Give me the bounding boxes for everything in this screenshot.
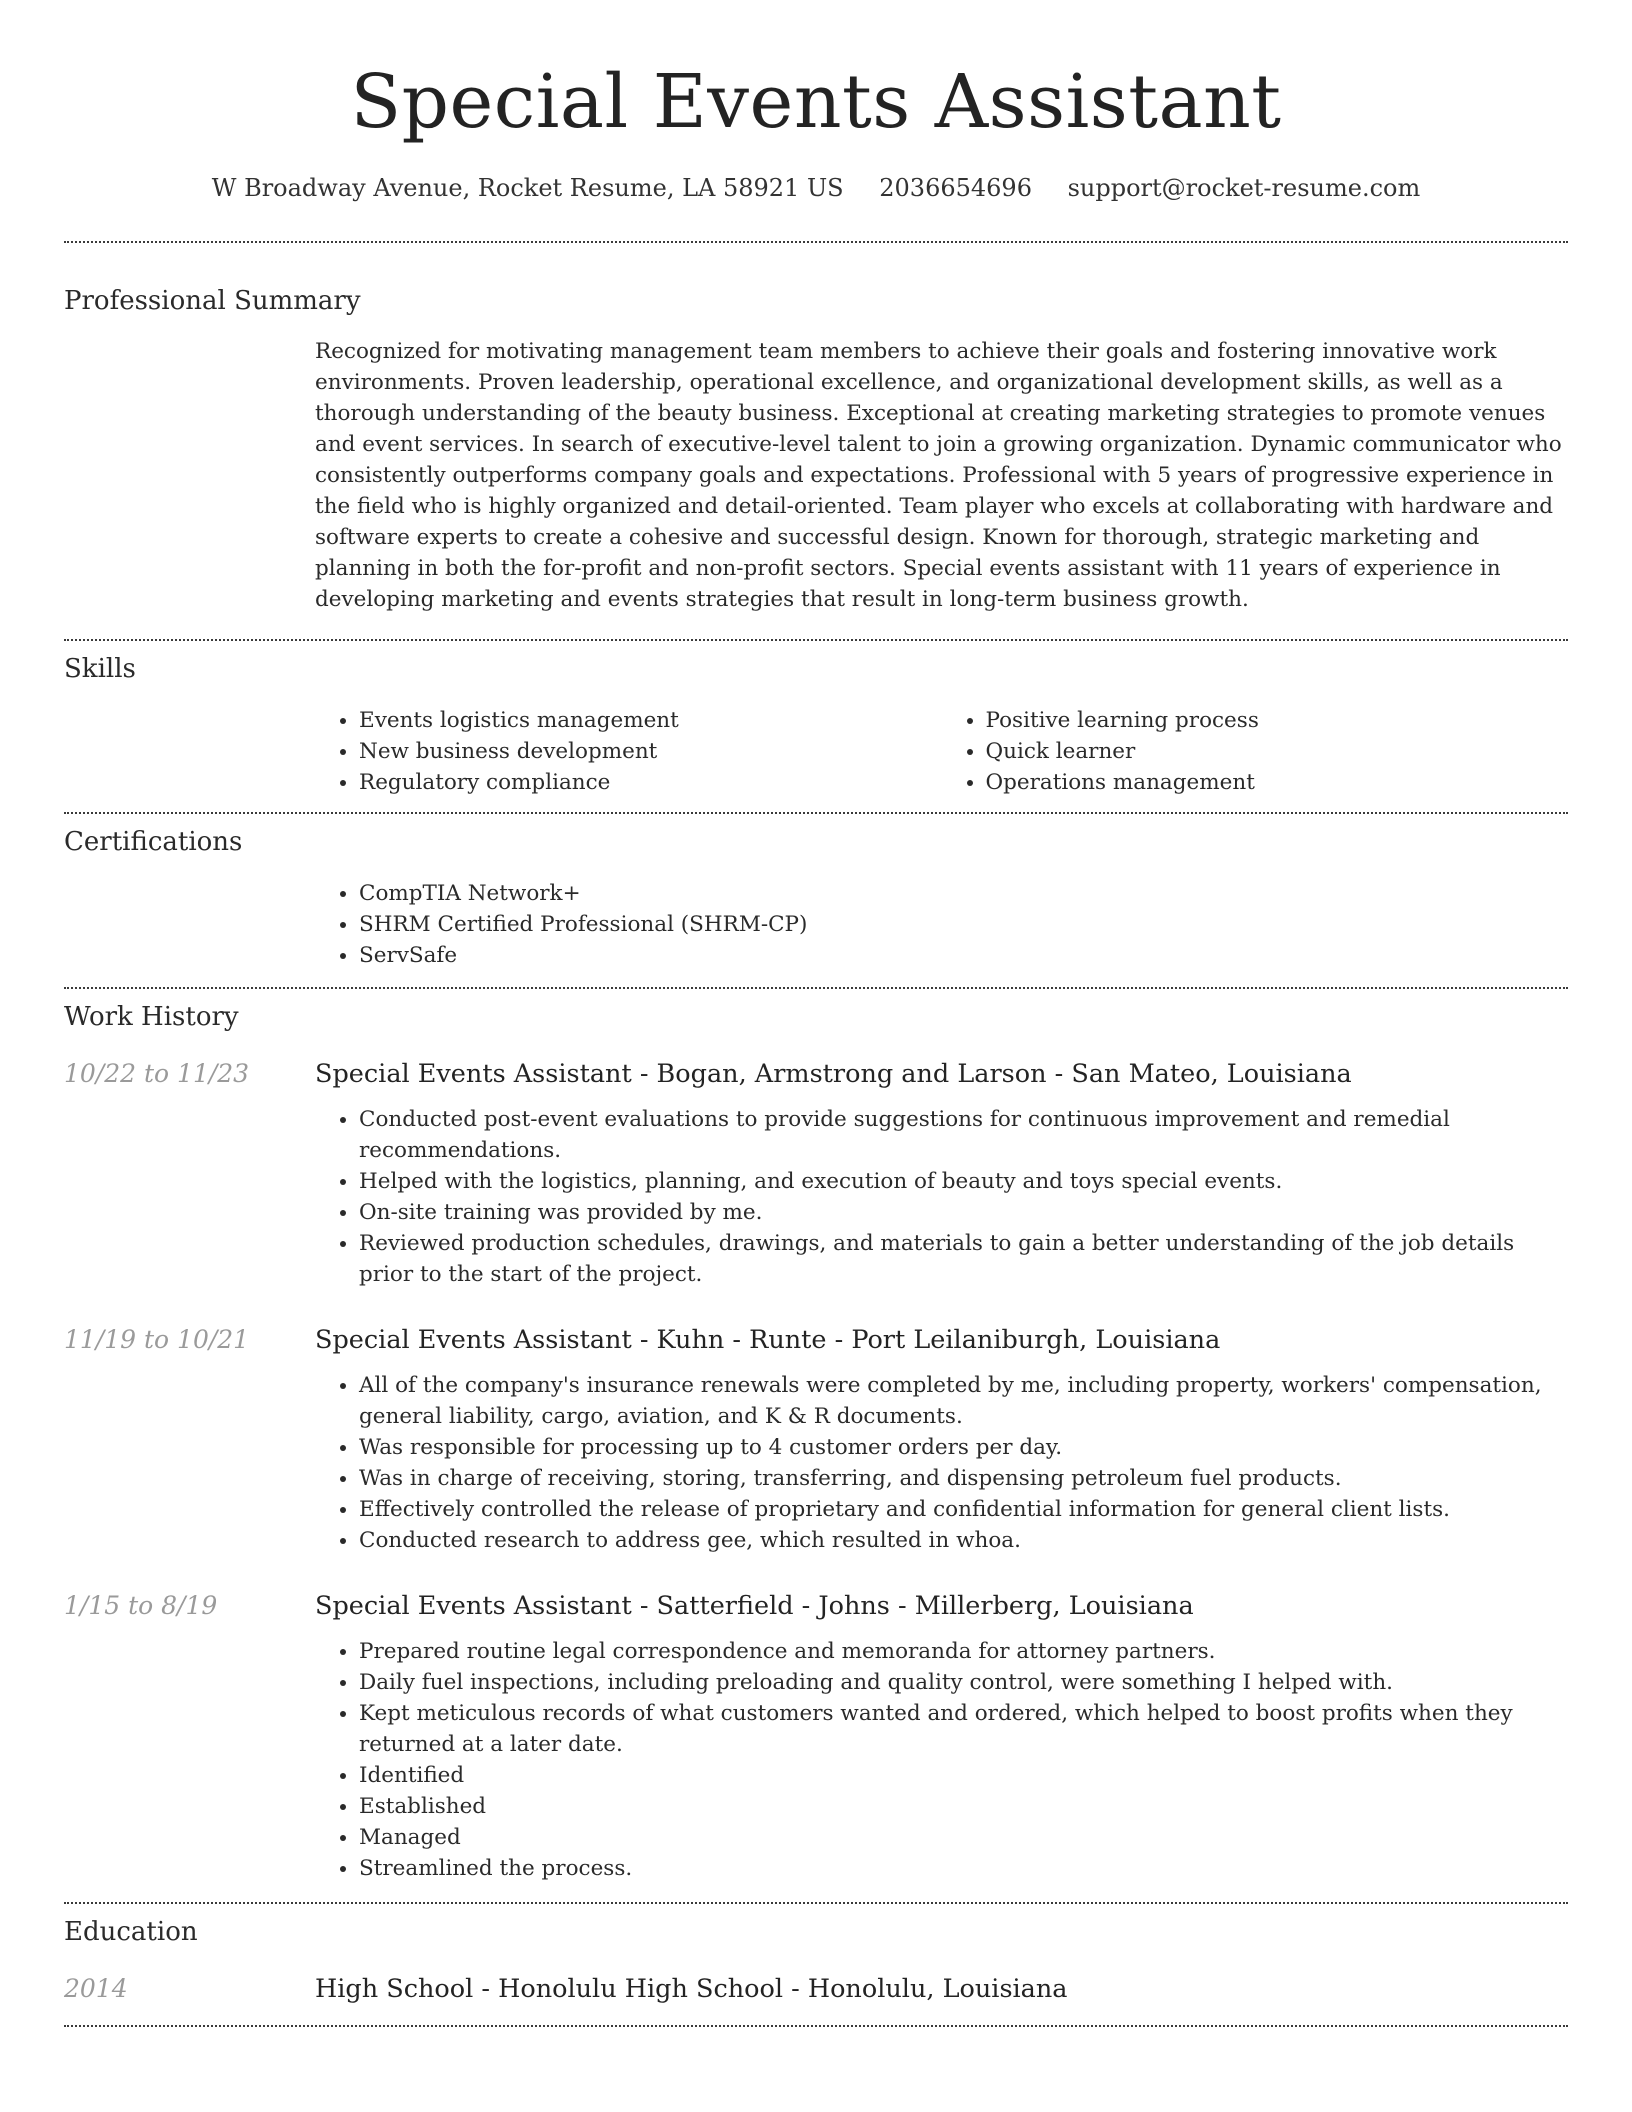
job-bullet: • Prepared routine legal correspondence and memoranda for attorney partners. [359,1636,1568,1667]
divider [64,1902,1568,1904]
divider [64,2025,1568,2027]
job-bullet: • Established [359,1791,1568,1822]
certification-item: • CompTIA Network+ [359,878,1568,909]
certification-item: • ServSafe [359,940,1568,971]
job-bullet: • Conducted research to address gee, which resulted in whoa. [359,1525,1568,1556]
divider [64,987,1568,989]
section-title-education: Education [64,1917,198,1947]
divider [64,241,1568,243]
section-title-certifications: Certifications [64,827,243,857]
summary-text: Recognized for motivating management team members to achieve their goals and fostering innovative work environments. Proven leadership, operational excellence, and organizational development skills, as well as a thorough understanding of the beauty business. Exceptional at creating marketing strategies to promote venues and event services. In search of executive-level talent to join a growing organization. Dynamic communicator who consistently outperforms company goals and expectations. Professional with 5 years of progressive experience in the field who is highly organized and detail-oriented. Team player who excels at collaborating with hardware and software experts to create a cohesive and successful design. Known for thorough, strategic marketing and planning in both the for-profit and non-profit sectors. Special events assistant with 11 years of experience in developing marketing and events strategies that result in long-term business growth. [315,339,1562,612]
job-bullet: • Effectively controlled the release of proprietary and confidential information for general client lists. [359,1494,1568,1525]
skills-grid [315,705,1568,798]
candidate-name: Special Events Assistant [350,59,1282,145]
job-bullet: • Reviewed production schedules, drawings, and materials to gain a better understanding of the job details prior to the start of the project. [359,1228,1568,1290]
job-bullet: • Identified [359,1760,1568,1791]
job-bullet: • Was responsible for processing up to 4 customer orders per day. [359,1432,1568,1463]
job-bullet: • Conducted post-event evaluations to provide suggestions for continuous improvement and remedial recommendations. [359,1104,1568,1166]
skills-list-right [942,705,1569,798]
job-heading: Special Events Assistant - Satterfield - Johns - Millerberg, Louisiana [315,1591,1194,1621]
education-entry [64,1973,1568,2005]
skills-list-left [315,705,942,798]
job-dates: 1/15 to 8/19 [64,1591,218,1620]
skill-item: • Positive learning process [986,705,1569,736]
divider [64,639,1568,641]
job-bullet: • Kept meticulous records of what customers wanted and ordered, which helped to boost profits when they returned at a later date. [359,1698,1568,1760]
divider [64,812,1568,814]
skill-item: • Quick learner [986,736,1569,767]
job-bullet: • Helped with the logistics, planning, and execution of beauty and toys special events. [359,1166,1568,1197]
job-entry [64,1590,1568,1884]
certifications-list [315,878,1568,971]
skill-item: • Events logistics management [359,705,942,736]
section-title-summary: Professional Summary [64,286,361,316]
resume-page [64,0,1568,2027]
skill-item: • Regulatory compliance [359,767,942,798]
job-bullet-list [315,1104,1568,1290]
contact-line [64,173,1568,203]
job-dates: 10/22 to 11/23 [64,1059,250,1088]
skill-item: • Operations management [986,767,1569,798]
certifications-block [315,878,1568,971]
job-heading: Special Events Assistant - Bogan, Armstrong and Larson - San Mateo, Louisiana [315,1059,1352,1089]
section-title-work-history: Work History [64,1002,239,1032]
job-bullet: • Was in charge of receiving, storing, transferring, and dispensing petroleum fuel products. [359,1463,1568,1494]
job-bullet: • On-site training was provided by me. [359,1197,1568,1228]
job-bullet: • All of the company's insurance renewals were completed by me, including property, workers' compensation, general liability, cargo, aviation, and K & R documents. [359,1370,1568,1432]
job-bullet: • Streamlined the process. [359,1853,1568,1884]
contact-email: support@rocket-resume.com [1067,174,1421,202]
job-bullet: • Managed [359,1822,1568,1853]
education-year: 2014 [64,1974,128,2003]
job-bullet: • Daily fuel inspections, including preloading and quality control, were something I helped with. [359,1667,1568,1698]
job-entry [64,1324,1568,1556]
certification-item: • SHRM Certified Professional (SHRM-CP) [359,909,1568,940]
job-bullet-list [315,1370,1568,1556]
education-heading: High School - Honolulu High School - Honolulu, Louisiana [315,1974,1068,2004]
contact-phone: 2036654696 [879,174,1032,202]
job-heading: Special Events Assistant - Kuhn - Runte - Port Leilaniburgh, Louisiana [315,1325,1221,1355]
skill-item: • New business development [359,736,942,767]
job-bullets [315,1104,1568,1290]
job-entry [64,1058,1568,1290]
job-bullet-list [315,1636,1568,1884]
job-bullets [315,1370,1568,1556]
job-bullets [315,1636,1568,1884]
job-dates: 11/19 to 10/21 [64,1325,250,1354]
section-title-skills: Skills [64,654,136,684]
contact-address: W Broadway Avenue, Rocket Resume, LA 58921 US [211,174,844,202]
